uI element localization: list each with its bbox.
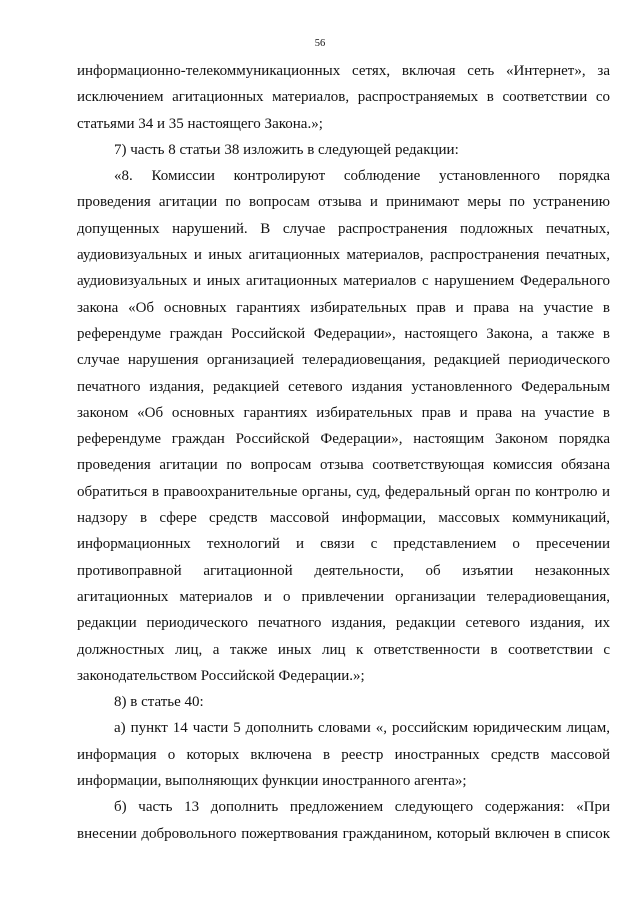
text-line: должностных лиц, а также иных лиц к ответственности в соответствии с [77,641,610,658]
text-line: статьями 34 и 35 настоящего Закона.»; [77,115,323,132]
text-line: информации, выполняющих функции иностранного агента»; [77,773,467,790]
text-line: проведения агитации по вопросам отзыва соответствующая комиссия обязана [77,457,610,474]
text-line: обратиться в правоохранительные органы, суд, федеральный орган по контролю и [77,483,610,500]
text-line: аудиовизуальных и иных агитационных материалов с нарушением Федерального [77,273,610,290]
text-line: законодательством Российской Федерации.»; [77,667,365,684]
text-line: 8) в статье 40: [114,694,204,711]
text-line: допущенных нарушений. В случае распространения подложных печатных, [77,220,610,237]
text-line: внесении добровольного пожертвования гражданином, который включен в список [77,825,610,842]
text-line: закона «Об основных гарантиях избирательных прав и права на участие в [77,299,610,316]
text-line: б) часть 13 дополнить предложением следующего содержания: «При [114,799,610,816]
text-line: «8. Комиссии контролируют соблюдение установленного порядка [114,168,610,185]
text-line: редакции периодического печатного издания, редакции сетевого издания, их [77,615,610,632]
text-line: противоправной агитационной деятельности, об изъятии незаконных [77,562,610,579]
text-line: аудиовизуальных и иных агитационных материалов, распространения печатных, [77,247,610,264]
text-line: случае нарушения организацией телерадиовещания, редакцией периодического [77,352,610,369]
text-line: референдуме граждан Российской Федерации», настоящим Законом порядка [77,431,610,448]
text-line: информационно-телекоммуникационных сетях, включая сеть «Интернет», за [77,63,610,79]
text-line: исключением агитационных материалов, распространяемых в соответствии со [77,89,610,106]
text-line: референдуме граждан Российской Федерации», настоящего Закона, а также в [77,325,610,342]
text-line: печатного издания, редакцией сетевого издания установленного Федеральным [77,378,610,395]
page-number: 56 [314,38,326,49]
body-text [77,58,610,847]
text-line: надзору в сфере средств массовой информации, массовых коммуникаций, [77,510,610,527]
text-line: агитационных материалов и о привлечении организации телерадиовещания, [77,588,610,605]
text-line: законом «Об основных гарантиях избирательных прав и права на участие в [77,404,610,421]
text-line: а) пункт 14 части 5 дополнить словами «, российским юридическим лицам, [114,720,610,737]
text-line: информация о которых включена в реестр иностранных средств массовой [77,746,610,763]
text-line: информационных технологий и связи с представлением о пресечении [77,536,610,553]
text-line: проведения агитации по вопросам отзыва и принимают меры по устранению [77,194,610,211]
text-line: 7) часть 8 статьи 38 изложить в следующей редакции: [114,141,459,158]
